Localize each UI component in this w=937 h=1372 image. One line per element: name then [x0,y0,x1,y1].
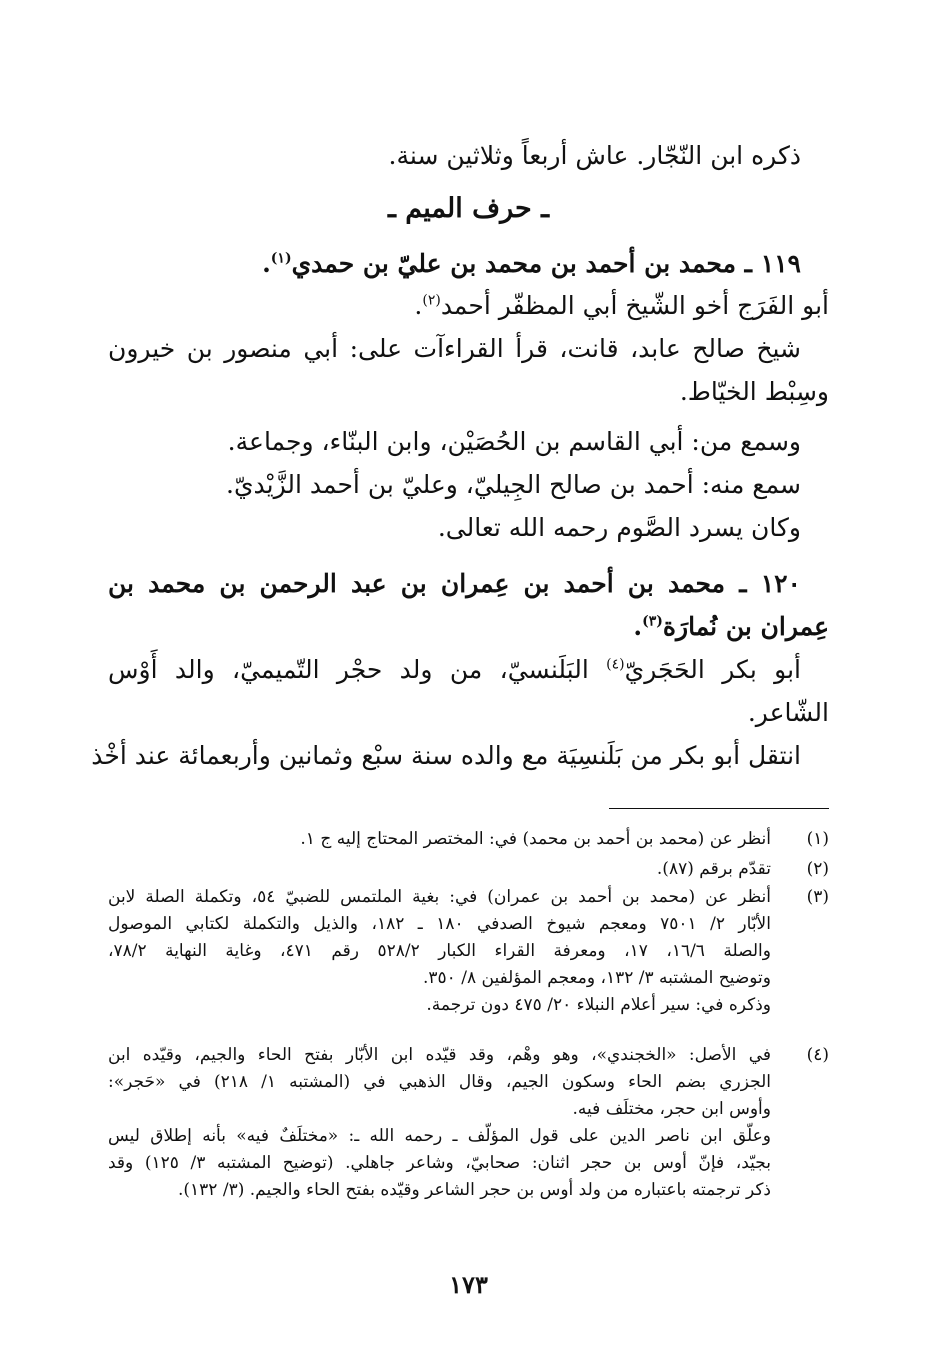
footnote-3 [108,884,829,1019]
entry-119-line-6: سمع منه: أحمد بن صالح الجِيليّ، وعليّ بن أحمد الزَّيْديّ. [226,470,801,499]
entry-120-line-3-a: أبو بكر الحَجَريّ [624,655,801,684]
entry-119-kunya-line [108,288,829,324]
entry-119-line-3: شيخ صالح عابد، قانت، قرأ القراءآت على: أبي منصور بن خيرون [108,334,801,363]
entry-120-line-4: الشّاعر. [747,698,829,727]
entry-120-title-line-2-text: عِمران بن نُمارَة [662,612,829,641]
footnote-ref-3[interactable]: (٣) [642,613,663,630]
entry-120-title-line-2 [108,609,829,645]
footnote-body [108,1042,771,1204]
entry-119-title [108,246,801,282]
entry-120-line-5: انتقل أبو بكر من بَلَنسِيَة مع والده سنة سبْع وثمانين وأربعمائة عند أخْذ [91,741,801,770]
footnote-number: (١) [806,829,829,849]
footnote-4 [108,1042,829,1204]
footnote-line: في الأصل: «الخجندي»، وهو وهْم، وقد قيّده ابن الأبّار بفتح الحاء والجيم، وقيّده ابن [108,1045,771,1065]
entry-119-line-5: وسمع من: أبي القاسم بن الحُصَيْن، وابن البنّاء، وجماعة. [227,427,801,456]
entry-120-line-3-b: البَلَنسيّ، من ولد حجْر التّميميّ، والد أَوْس [108,655,607,684]
footnote-line: والصلة ١٦/٦، ١٧، ومعرفة القراء الكبار ٥٢٨/٢ رقم ٤٧١، وغاية النهاية ٧٨/٢، [108,941,771,961]
footnote-line: الجزري بضم الحاء وسكون الجيم، وقال الذهبي في (المشتبه ١/ ٢١٨) في «حَجر»: [108,1072,771,1092]
entry-119-kunya-end: . [414,291,423,320]
footnote-line: وأوس ابن حجر، مختلَف فيه. [572,1099,771,1119]
page-number: ١٧٣ [449,1270,488,1299]
footnote-line: تقدّم برقم (٨٧). [656,859,771,879]
footnote-ref-1[interactable]: (١) [270,250,292,267]
footnote-body [108,856,771,883]
footnote-line: ذكر ترجمته باعتباره من ولد أوس بن حجر الشاعر وقيّده بفتح الحاء والجيم. (٣/ ١٣٢). [177,1180,771,1200]
footnote-1 [108,826,829,853]
footnote-line: وتوضيح المشتبه ٣/ ١٣٢، ومعجم المؤلفين ٨/ ٣٥٠. [423,968,771,988]
footnote-line: أنظر عن (محمد بن أحمد بن محمد) في: المختصر المحتاج إليه ج ١. [300,829,771,849]
entry-119-line-7: وكان يسرد الصَّوم رحمه الله تعالى. [437,513,801,542]
footnote-separator [609,808,829,809]
footnote-number: (٣) [806,887,829,907]
entry-119-title-end: . [262,249,271,278]
footnote-line: أنظر عن (محمد بن أحمد بن عمران) في: بغية الملتمس للضبيّ ٥٤، وتكملة الصلة لابن [108,887,771,907]
entry-119-line-4: وسِبْط الخيّاط. [679,377,829,406]
entry-119-kunya-text: أبو الفَرَج أخو الشّيخ أبي المظفّر أحمد [440,291,829,320]
footnote-number: (٢) [806,859,829,879]
entry-120-title-line-2-end: . [633,612,643,641]
footnote-line: بجيّد، فإنّ أوس بن حجر اثنان: صحابيّ، وشاعر جاهلي. (توضيح المشتبه ٣/ ١٢٥) وقد [108,1153,771,1173]
footnote-2 [108,856,829,883]
footnote-ref-4[interactable]: (٤) [606,656,625,673]
entry-120-line-3 [108,652,801,688]
footnote-ref-2[interactable]: (٢) [422,292,441,309]
footnote-line: وذكره في: سير أعلام النبلاء ٢٠/ ٤٧٥ دون ترجمة. [426,995,771,1015]
footnote-number: (٤) [806,1045,829,1065]
footnote-body [108,884,771,1019]
footnote-line: وعلّق ابن ناصر الدين على قول المؤلّف ـ رحمه الله ـ: «مختلَفٌ فيه» بأنه إطلاق ليس [108,1126,771,1146]
entry-119-title-text: ١١٩ ـ محمد بن أحمد بن محمد بن عليّ بن حمدي [291,249,801,278]
entry-120-title-line-1: ١٢٠ ـ محمد بن أحمد بن عِمران بن عبد الرحمن بن محمد بن [108,569,801,598]
footnote-line: الأبّار ٢/ ٧٥٠١ ومعجم شيوخ الصدفي ١٨٠ ـ ١٨٢، والذيل والتكملة لكتابي الموصول [108,914,771,934]
intro-line: ذكره ابن النّجّار. عاش أربعاً وثلاثين سنة. [388,141,801,170]
footnote-body [108,826,771,853]
section-heading: ـ حرف الميم ـ [387,193,550,224]
